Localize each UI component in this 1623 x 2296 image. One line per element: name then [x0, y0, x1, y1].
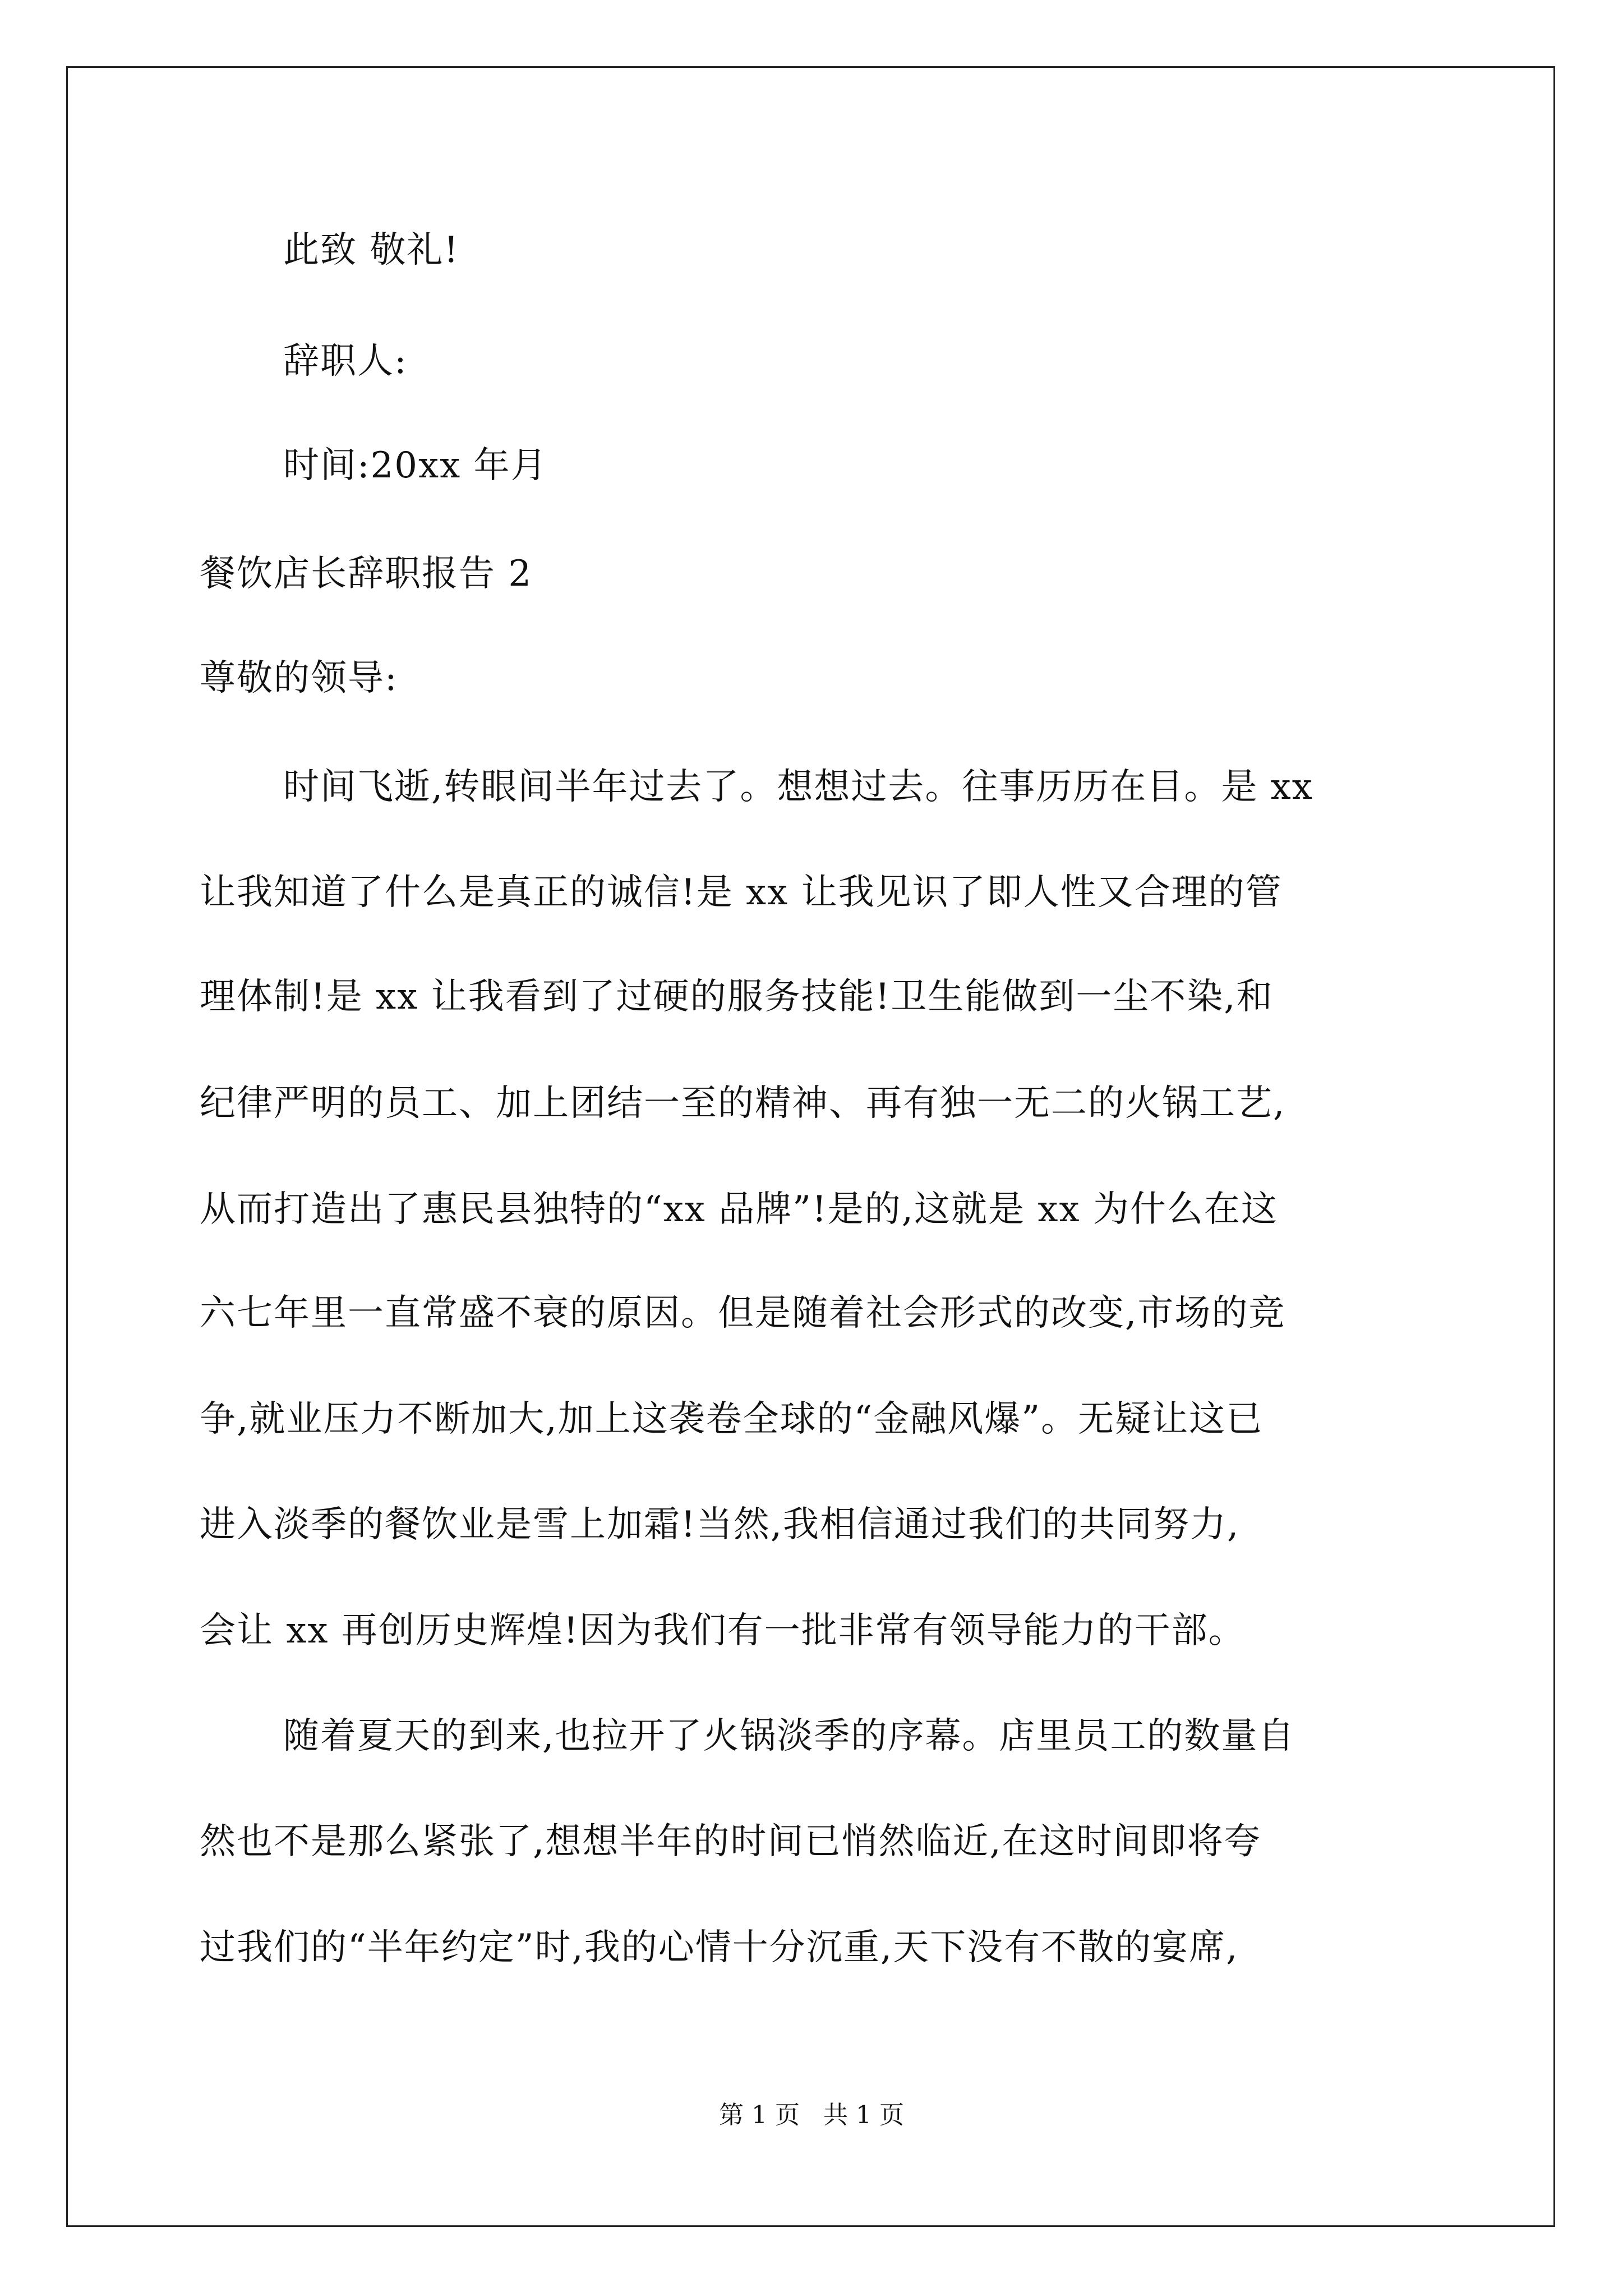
signer-label: 辞职人: [283, 341, 408, 382]
body-line: 从而打造出了惠民县独特的“xx 品牌”!是的,这就是 xx 为什么在这 [200, 1189, 1278, 1230]
body-line: 争,就业压力不断加大,加上这袭卷全球的“金融风爆”。无疑让这已 [200, 1398, 1264, 1440]
section-title: 餐饮店长辞职报告 2 [200, 553, 533, 595]
date-label: 时间:20xx 年月 [283, 445, 548, 486]
greeting: 尊敬的领导: [200, 657, 398, 699]
page-footer: 第 1 页 共 1 页 [719, 2101, 904, 2129]
body-line: 进入淡季的餐饮业是雪上加霜!当然,我相信通过我们的共同努力, [200, 1504, 1240, 1545]
closing-salutation: 此致 敬礼! [283, 229, 460, 271]
body-line: 然也不是那么紧张了,想想半年的时间已悄然临近,在这时间即将夸 [200, 1821, 1261, 1862]
body-line: 时间飞逝,转眼间半年过去了。想想过去。往事历历在目。是 xx [283, 766, 1313, 808]
body-line: 六七年里一直常盛不衰的原因。但是随着社会形式的改变,市场的竞 [200, 1292, 1286, 1334]
body-line: 随着夏天的到来,也拉开了火锅淡季的序幕。店里员工的数量自 [283, 1715, 1295, 1757]
body-line: 理体制!是 xx 让我看到了过硬的服务技能!卫生能做到一尘不染,和 [200, 976, 1274, 1018]
body-line: 会让 xx 再创历史辉煌!因为我们有一批非常有领导能力的干部。 [200, 1610, 1246, 1651]
body-line: 让我知道了什么是真正的诚信!是 xx 让我见识了即人性又合理的管 [200, 872, 1283, 913]
body-line: 纪律严明的员工、加上团结一至的精神、再有独一无二的火锅工艺, [200, 1083, 1286, 1124]
page-border [66, 66, 1555, 2227]
body-line: 过我们的“半年约定”时,我的心情十分沉重,天下没有不散的宴席, [200, 1927, 1239, 1968]
